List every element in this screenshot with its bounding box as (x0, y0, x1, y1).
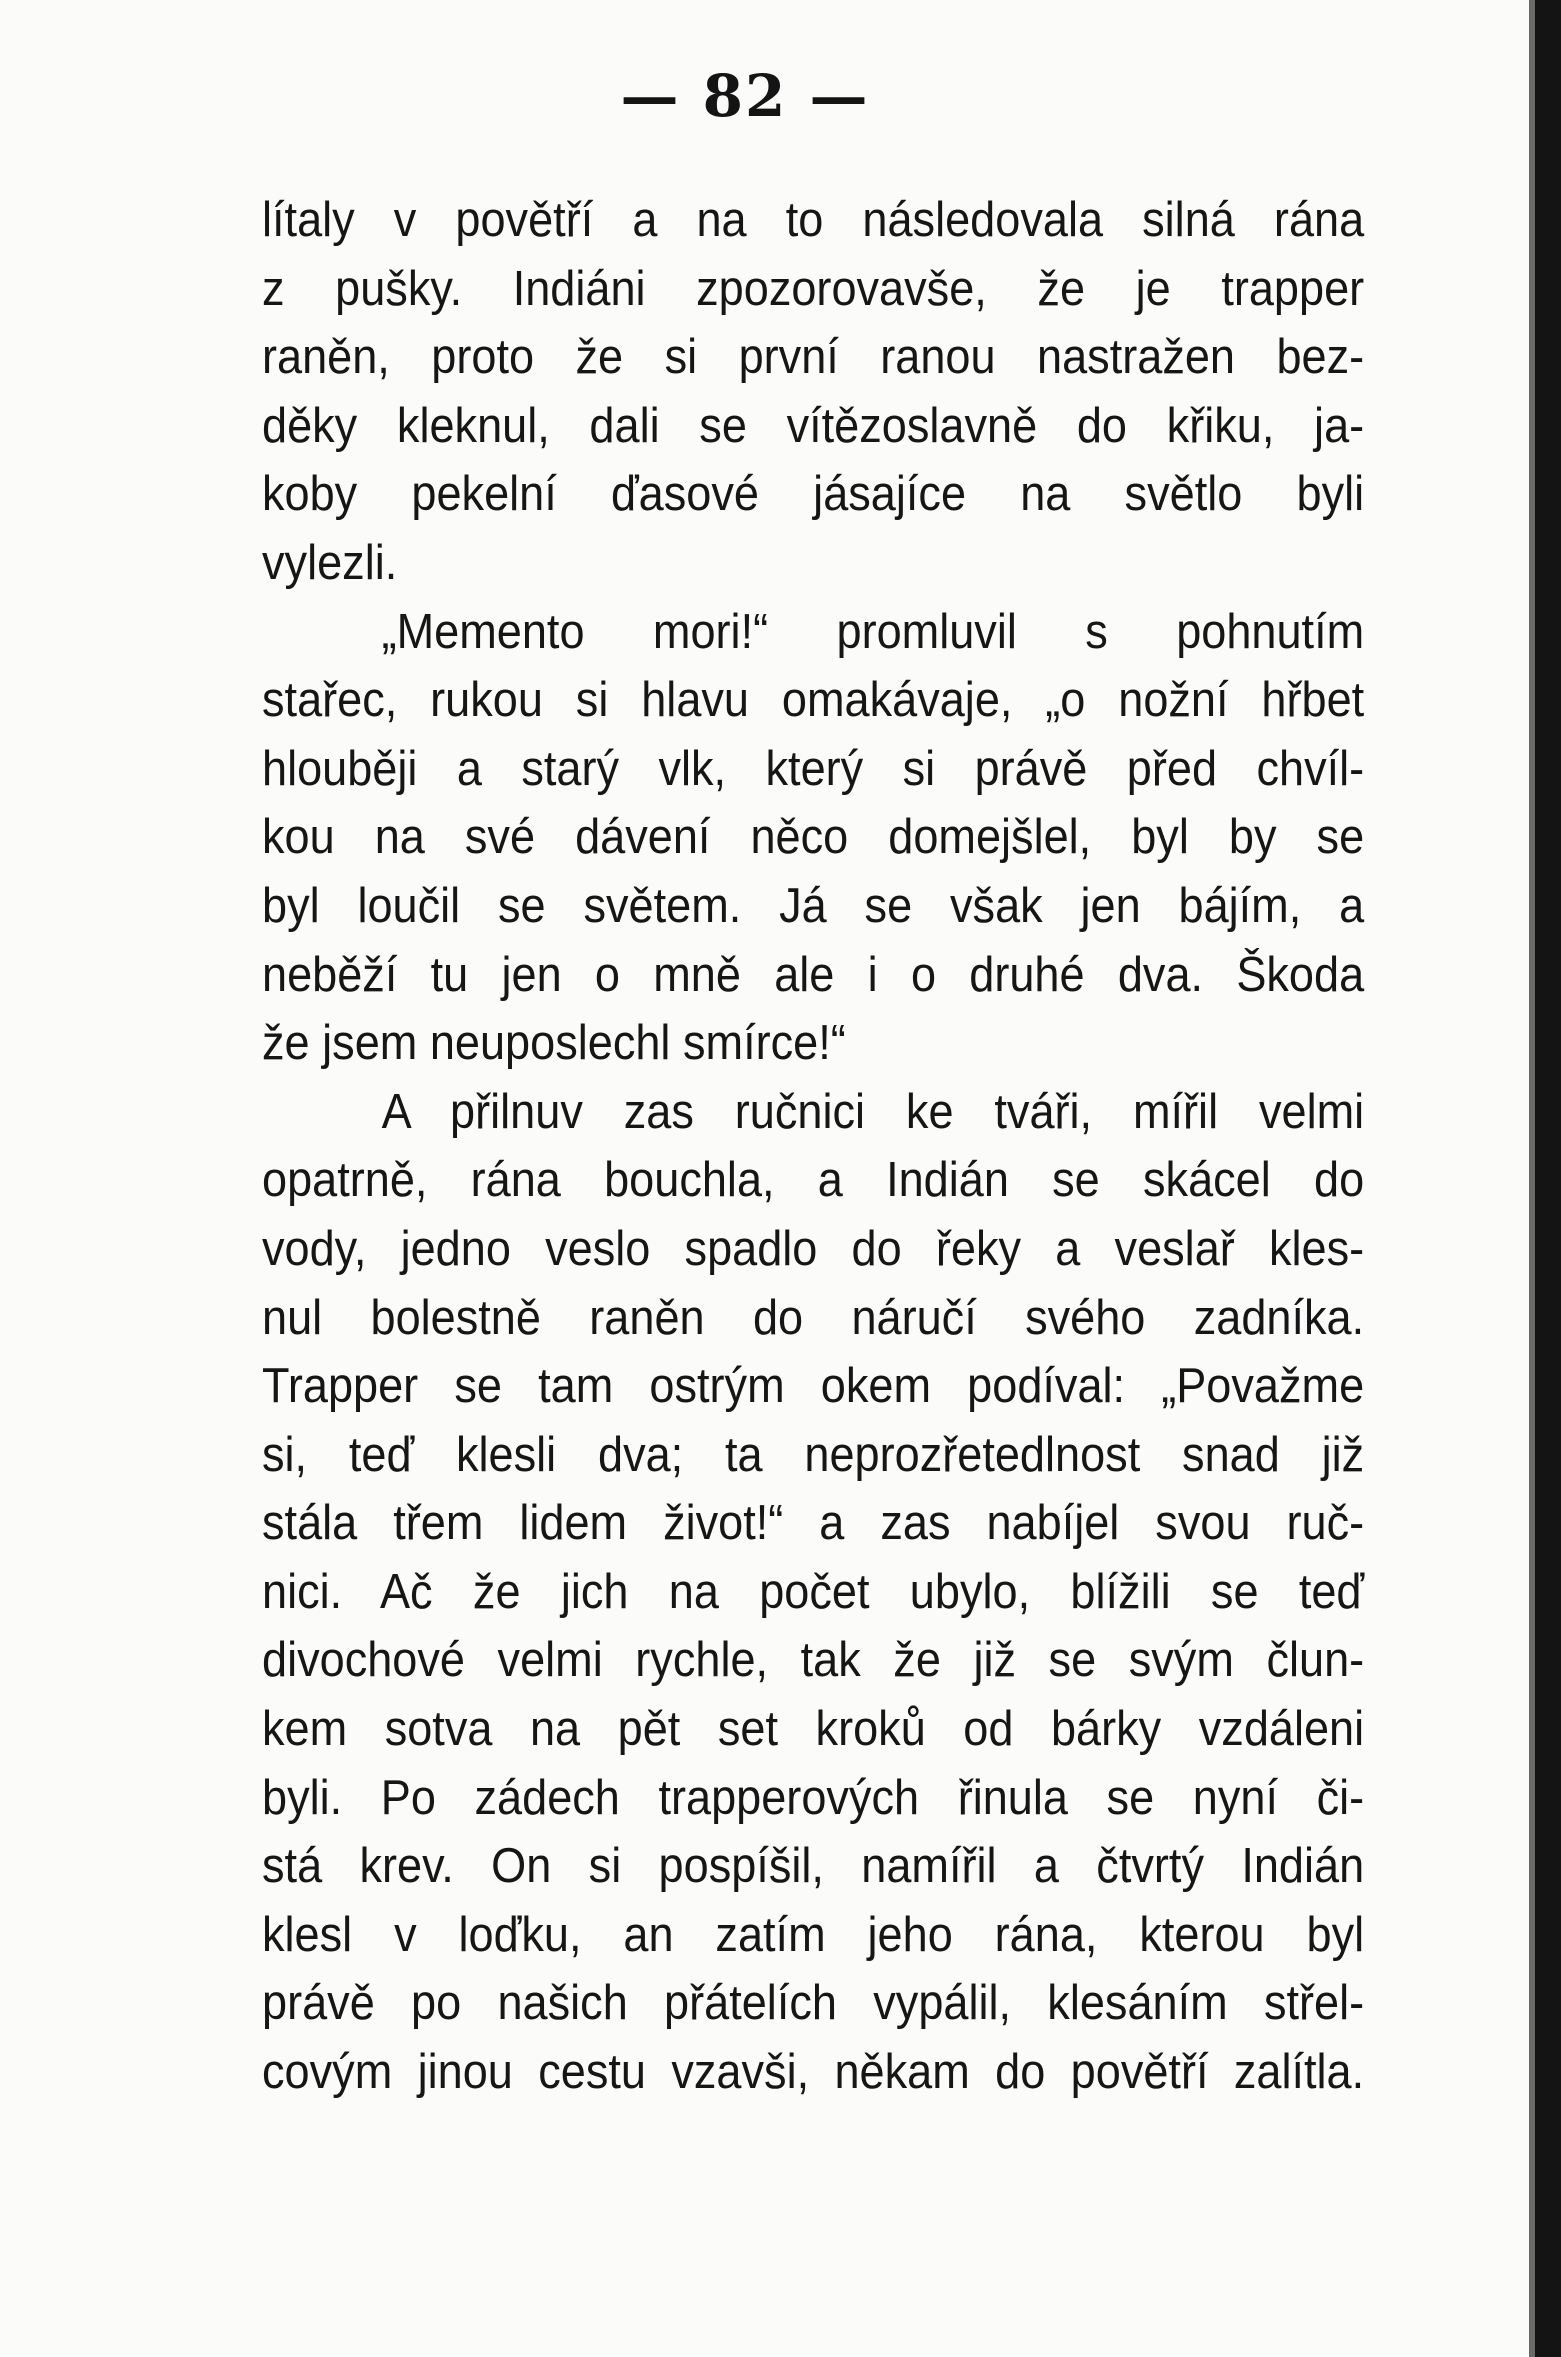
page-number: — 82 — (620, 62, 870, 130)
text-line: covým jinou cestu vzavši, někam do povětří zalítla. (262, 2045, 1365, 2100)
text-line: kem sotva na pět set kroků od bárky vzdáleni (262, 1702, 1365, 1757)
text-line: byli. Po zádech trapperových řinula se nyní či- (262, 1770, 1365, 1825)
text-line: kou na své dávení něco domejšlel, byl by se (262, 810, 1365, 865)
text-line: „Memento mori!“ promluvil s pohnutím (381, 604, 1365, 659)
text-line: lítaly v povětří a na to následovala silná rána (262, 193, 1365, 247)
text-line: nici. Ač že jich na počet ubylo, blížili se teď (262, 1564, 1365, 1619)
text-line: vody, jedno veslo spadlo do řeky a veslař kles- (262, 1221, 1365, 1276)
text-line: koby pekelní ďasové jásajíce na světlo byli (262, 467, 1365, 522)
text-line: z pušky. Indiáni zpozorovavše, že je trapper (262, 261, 1365, 316)
text-line: byl loučil se světem. Já se však jen bájím, a (262, 878, 1365, 933)
text-line: raněn, proto že si první ranou nastražen bez- (262, 330, 1365, 385)
text-line: právě po našich přátelích vypálil, klesáním střel- (262, 1976, 1365, 2031)
scan-border (1535, 0, 1561, 2357)
text-line: stařec, rukou si hlavu omakávaje, „o nožní hřbet (262, 673, 1365, 728)
text-line: klesl v loďku, an zatím jeho rána, kterou byl (262, 1907, 1365, 1962)
text-line: Trapper se tam ostrým okem podíval: „Považme (262, 1359, 1365, 1414)
text-line: divochové velmi rychle, tak že již se svým člun- (262, 1633, 1365, 1688)
text-line: opatrně, rána bouchla, a Indián se skácel do (262, 1153, 1365, 1208)
text-line: neběží tu jen o mně ale i o druhé dva. Škoda (262, 947, 1365, 1002)
text-line: že jsem neuposlechl smírce!“ (262, 1016, 846, 1071)
text-line: děky kleknul, dali se vítězoslavně do křiku, ja- (262, 398, 1365, 453)
text-line: A přilnuv zas ručnici ke tváři, mířil velmi (381, 1084, 1365, 1139)
text-line: vylezli. (262, 535, 398, 590)
text-line: stá krev. On si pospíšil, namířil a čtvrtý Indián (262, 1839, 1365, 1894)
text-line: stála třem lidem život!“ a zas nabíjel svou ruč- (262, 1496, 1365, 1551)
text-line: hlouběji a starý vlk, který si právě před chvíl- (262, 741, 1365, 796)
body-text (262, 186, 1364, 2107)
text-line: si, teď klesli dva; ta neprozřetedlnost snad již (262, 1427, 1365, 1482)
text-line: nul bolestně raněn do náručí svého zadníka. (262, 1290, 1365, 1345)
